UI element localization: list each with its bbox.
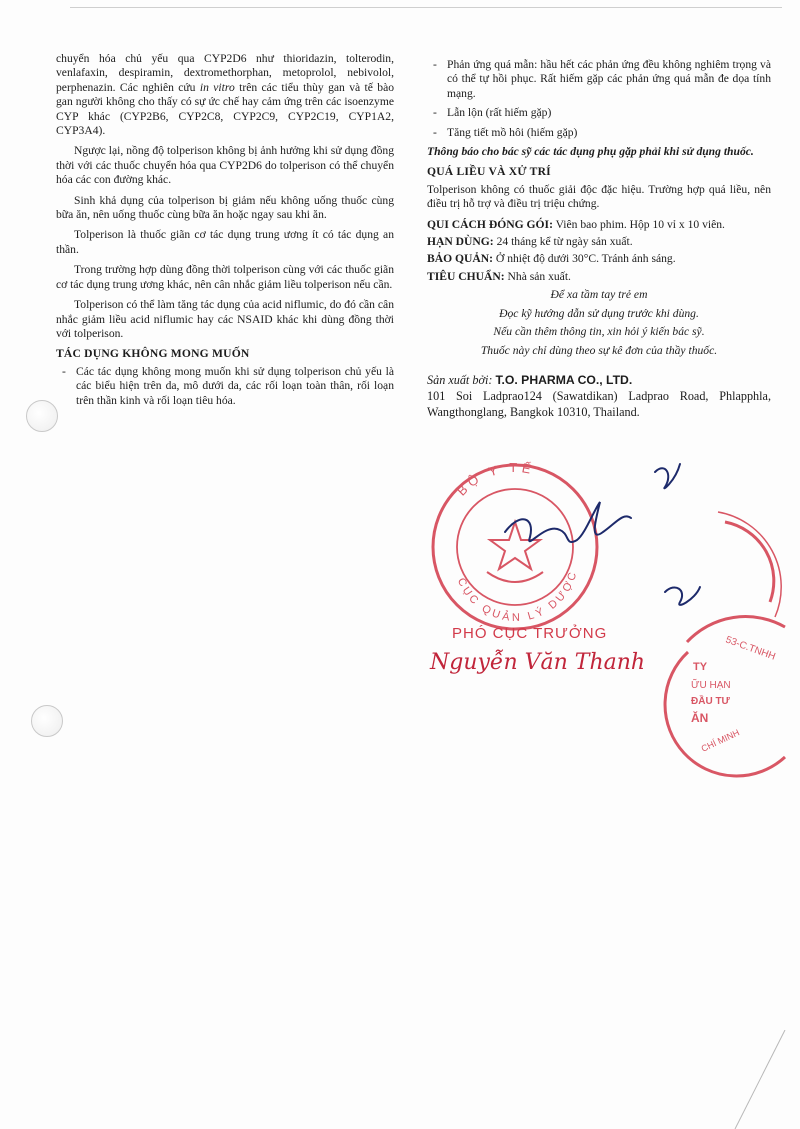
interaction-paragraph-4: Tolperison là thuốc giãn cơ tác dụng trung ương ít có tác dụng an thần. — [56, 228, 394, 256]
storage-line: BẢO QUẢN: Ở nhiệt độ dưới 30°C. Tránh ánh sáng. — [427, 252, 676, 266]
signer-name: Nguyễn Văn Thanh — [430, 650, 646, 675]
warning-children: Để xa tầm tay trẻ em — [550, 288, 648, 302]
ministry-seal — [433, 460, 781, 629]
side-effect-confusion: - Lẫn lộn (rất hiếm gặp) — [427, 106, 771, 120]
signer-title: PHÓ CỤC TRƯỞNG — [452, 625, 608, 642]
side-effects-item: - Các tác dụng không mong muốn khi sử dụng tolperison chủ yếu là các biểu hiện trên da, mô dưới da, các rối loạn toàn thân, rối loạn trên thần kinh và rối loạn tiêu hóa. — [56, 365, 394, 408]
seal-top-text: BỘ Y TẾ — [453, 459, 536, 499]
seal-bottom-text: CỤC QUẢN LÝ DƯỢC — [454, 568, 580, 625]
warning-ask-doctor: Nếu cần thêm thông tin, xin hỏi ý kiến bác sỹ. — [493, 325, 705, 339]
company-seal-line-1: TY — [693, 661, 708, 673]
interaction-paragraph-6: Tolperison có thể làm tăng tác dụng của acid niflumic, do đó cần cân nhắc giảm liều acid niflumic hay các NSAID khác khi dùng đồng thời với tolperison. — [56, 298, 394, 340]
punch-hole-bottom — [31, 705, 63, 737]
punch-hole-top — [26, 400, 58, 432]
doctor-notice: Thông báo cho bác sỹ các tác dụng phụ gặp phải khi sử dụng thuốc. — [427, 145, 754, 159]
manufacturer-block — [427, 372, 771, 420]
company-seal-top: 53-C.TNHH — [723, 634, 777, 663]
side-effects-heading: TÁC DỤNG KHÔNG MONG MUỐN — [56, 347, 250, 361]
overdose-heading: QUÁ LIỀU VÀ XỬ TRÍ — [427, 165, 551, 179]
company-seal-line-4: ĂN — [691, 711, 709, 725]
approval-stamp-area — [425, 452, 800, 782]
left-column — [56, 52, 394, 413]
warning-read-leaflet: Đọc kỹ hướng dẫn sử dụng trước khi dùng. — [499, 306, 699, 320]
company-seal-line-2: ỮU HẠN — [691, 680, 731, 691]
standard-line: TIÊU CHUẨN: Nhà sản xuất. — [427, 269, 571, 283]
interaction-paragraph-2: Ngược lại, nồng độ tolperison không bị ảnh hưởng khi sử dụng đồng thời với các thuốc chuyển hóa qua CYP2D6 do tolperison có thể chuyển hóa các con đường khác. — [56, 144, 394, 187]
scan-edge-line — [70, 7, 782, 8]
signature-scribble — [505, 464, 700, 605]
company-seal-arc: CHÍ MINH — [699, 727, 742, 754]
company-seal-line-3: ĐẦU TƯ — [691, 696, 730, 707]
manufacturer-name: T.O. PHARMA CO., LTD. — [495, 372, 633, 387]
right-column — [427, 58, 771, 420]
scan-artifact-line — [730, 1030, 790, 1129]
side-effect-sweating: - Tăng tiết mồ hôi (hiếm gặp) — [427, 126, 771, 140]
company-seal — [665, 617, 785, 776]
overdose-text: Tolperison không có thuốc giải độc đặc hiệu. Trường hợp quá liều, nên điều trị hỗ trợ và điều trị triệu chứng. — [427, 182, 771, 211]
interaction-paragraph-1: chuyển hóa chủ yếu qua CYP2D6 như thioridazin, tolterodin, venlafaxin, despiramin, dextromethorphan, metoprolol, nebivolol, perphenazin. Các nghiên cứu in vitro trên các tiểu thùy gan và tế bào gan người không cho thấy có sự ức chế hay cảm ứng trên các isoenzyme CYP khác (CYP2B6, CYP2C8, CYP2C9, CYP2C19, CYP1A2, CYP3A4). — [56, 52, 395, 138]
expiry-line: HẠN DÙNG: 24 tháng kể từ ngày sản xuất. — [427, 235, 633, 249]
interaction-paragraph-5: Trong trường hợp dùng đồng thời tolperison cùng với các thuốc giãn cơ tác dụng trung ương khác, nên cân nhắc giảm liều tolperison nếu cần. — [56, 263, 394, 291]
seal-graphic — [425, 452, 800, 782]
interaction-paragraph-3: Sinh khả dụng của tolperison bị giảm nếu không uống thuốc cùng bữa ăn, nên uống thuốc cùng bữa ăn hoặc ngay sau khi ăn. — [56, 193, 394, 222]
packaging-line: QUI CÁCH ĐÓNG GÓI: Viên bao phim. Hộp 10 vỉ x 10 viên. — [427, 217, 725, 231]
warning-prescription: Thuốc này chỉ dùng theo sự kê đơn của thầy thuốc. — [480, 343, 718, 357]
side-effect-hypersensitivity: - Phản ứng quá mẫn: hầu hết các phản ứng đều không nghiêm trọng và có thể tự hồi phục. Rất hiếm gặp các phản ứng quá mẫn đe dọa tính mạng. — [427, 58, 771, 101]
manufacturer-address: 101 Soi Ladprao124 (Sawatdikan) Ladprao Road, Phlapphla, Wangthonglang, Bangkok 10310, Thailand. — [427, 388, 771, 419]
manufacturer-label: Sản xuất bởi: — [427, 372, 493, 387]
